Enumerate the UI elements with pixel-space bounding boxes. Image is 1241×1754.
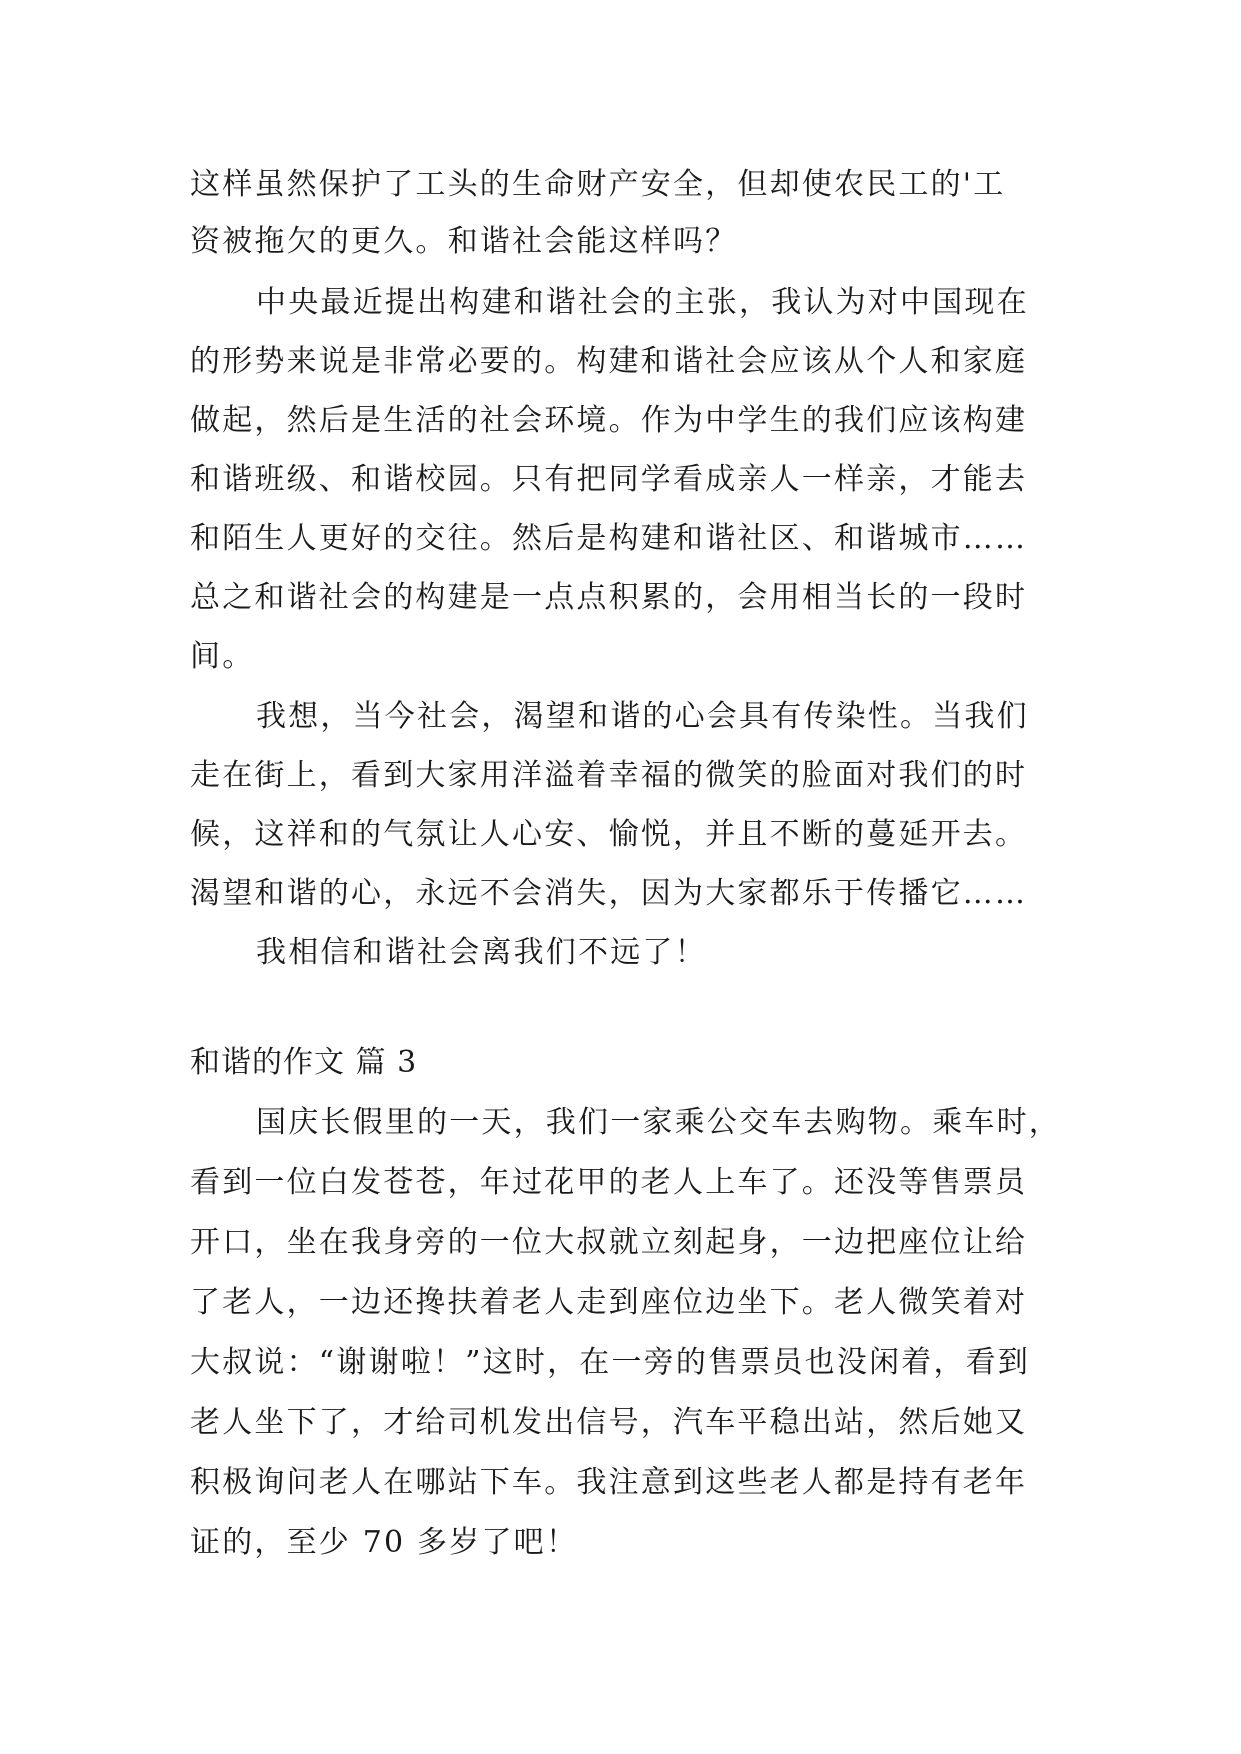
paragraph-line: 的形势来说是非常必要的。构建和谐社会应该从个人和家庭 (190, 344, 1028, 379)
section-heading: 和谐的作文 篇 3 (190, 1045, 418, 1080)
paragraph-line: 这样虽然保护了工头的生命财产安全，但却使农民工的'工 (190, 167, 1006, 202)
paragraph-line: 总之和谐社会的构建是一点点积累的，会用相当长的一段时 (190, 580, 1028, 615)
paragraph-line: 渴望和谐的心，永远不会消失，因为大家都乐于传播它…… (190, 876, 1028, 911)
paragraph-line: 间。 (190, 639, 255, 674)
paragraph-line: 国庆长假里的一天，我们一家乘公交车去购物。乘车时， (256, 1105, 1061, 1140)
paragraph-line: 我想，当今社会，渴望和谐的心会具有传染性。当我们 (256, 699, 1029, 734)
paragraph-line: 开口，坐在我身旁的一位大叔就立刻起身，一边把座位让给 (190, 1225, 1028, 1260)
paragraph-line: 我相信和谐社会离我们不远了！ (256, 935, 707, 970)
paragraph-line: 积极询问老人在哪站下车。我注意到这些老人都是持有老年 (190, 1465, 1028, 1500)
paragraph-line: 资被拖欠的更久。和谐社会能这样吗？ (190, 224, 738, 259)
paragraph-line: 中央最近提出构建和谐社会的主张，我认为对中国现在 (256, 285, 1029, 320)
paragraph-line: 大叔说：“谢谢啦！”这时，在一旁的售票员也没闲着，看到 (190, 1345, 1031, 1380)
paragraph-line: 了老人，一边还搀扶着老人走到座位边坐下。老人微笑着对 (190, 1285, 1028, 1320)
paragraph-line: 做起，然后是生活的社会环境。作为中学生的我们应该构建 (190, 403, 1028, 438)
paragraph-line: 候，这祥和的气氛让人心安、愉悦，并且不断的蔓延开去。 (190, 817, 1028, 852)
paragraph-line: 和谐班级、和谐校园。只有把同学看成亲人一样亲，才能去 (190, 462, 1028, 497)
paragraph-line: 和陌生人更好的交往。然后是构建和谐社区、和谐城市…… (190, 521, 1028, 556)
paragraph-line: 老人坐下了，才给司机发出信号，汽车平稳出站，然后她又 (190, 1405, 1028, 1440)
paragraph-line: 证的，至少 70 多岁了吧！ (190, 1525, 579, 1560)
paragraph-line: 走在街上，看到大家用洋溢着幸福的微笑的脸面对我们的时 (190, 758, 1028, 793)
paragraph-line: 看到一位白发苍苍，年过花甲的老人上车了。还没等售票员 (190, 1165, 1028, 1200)
